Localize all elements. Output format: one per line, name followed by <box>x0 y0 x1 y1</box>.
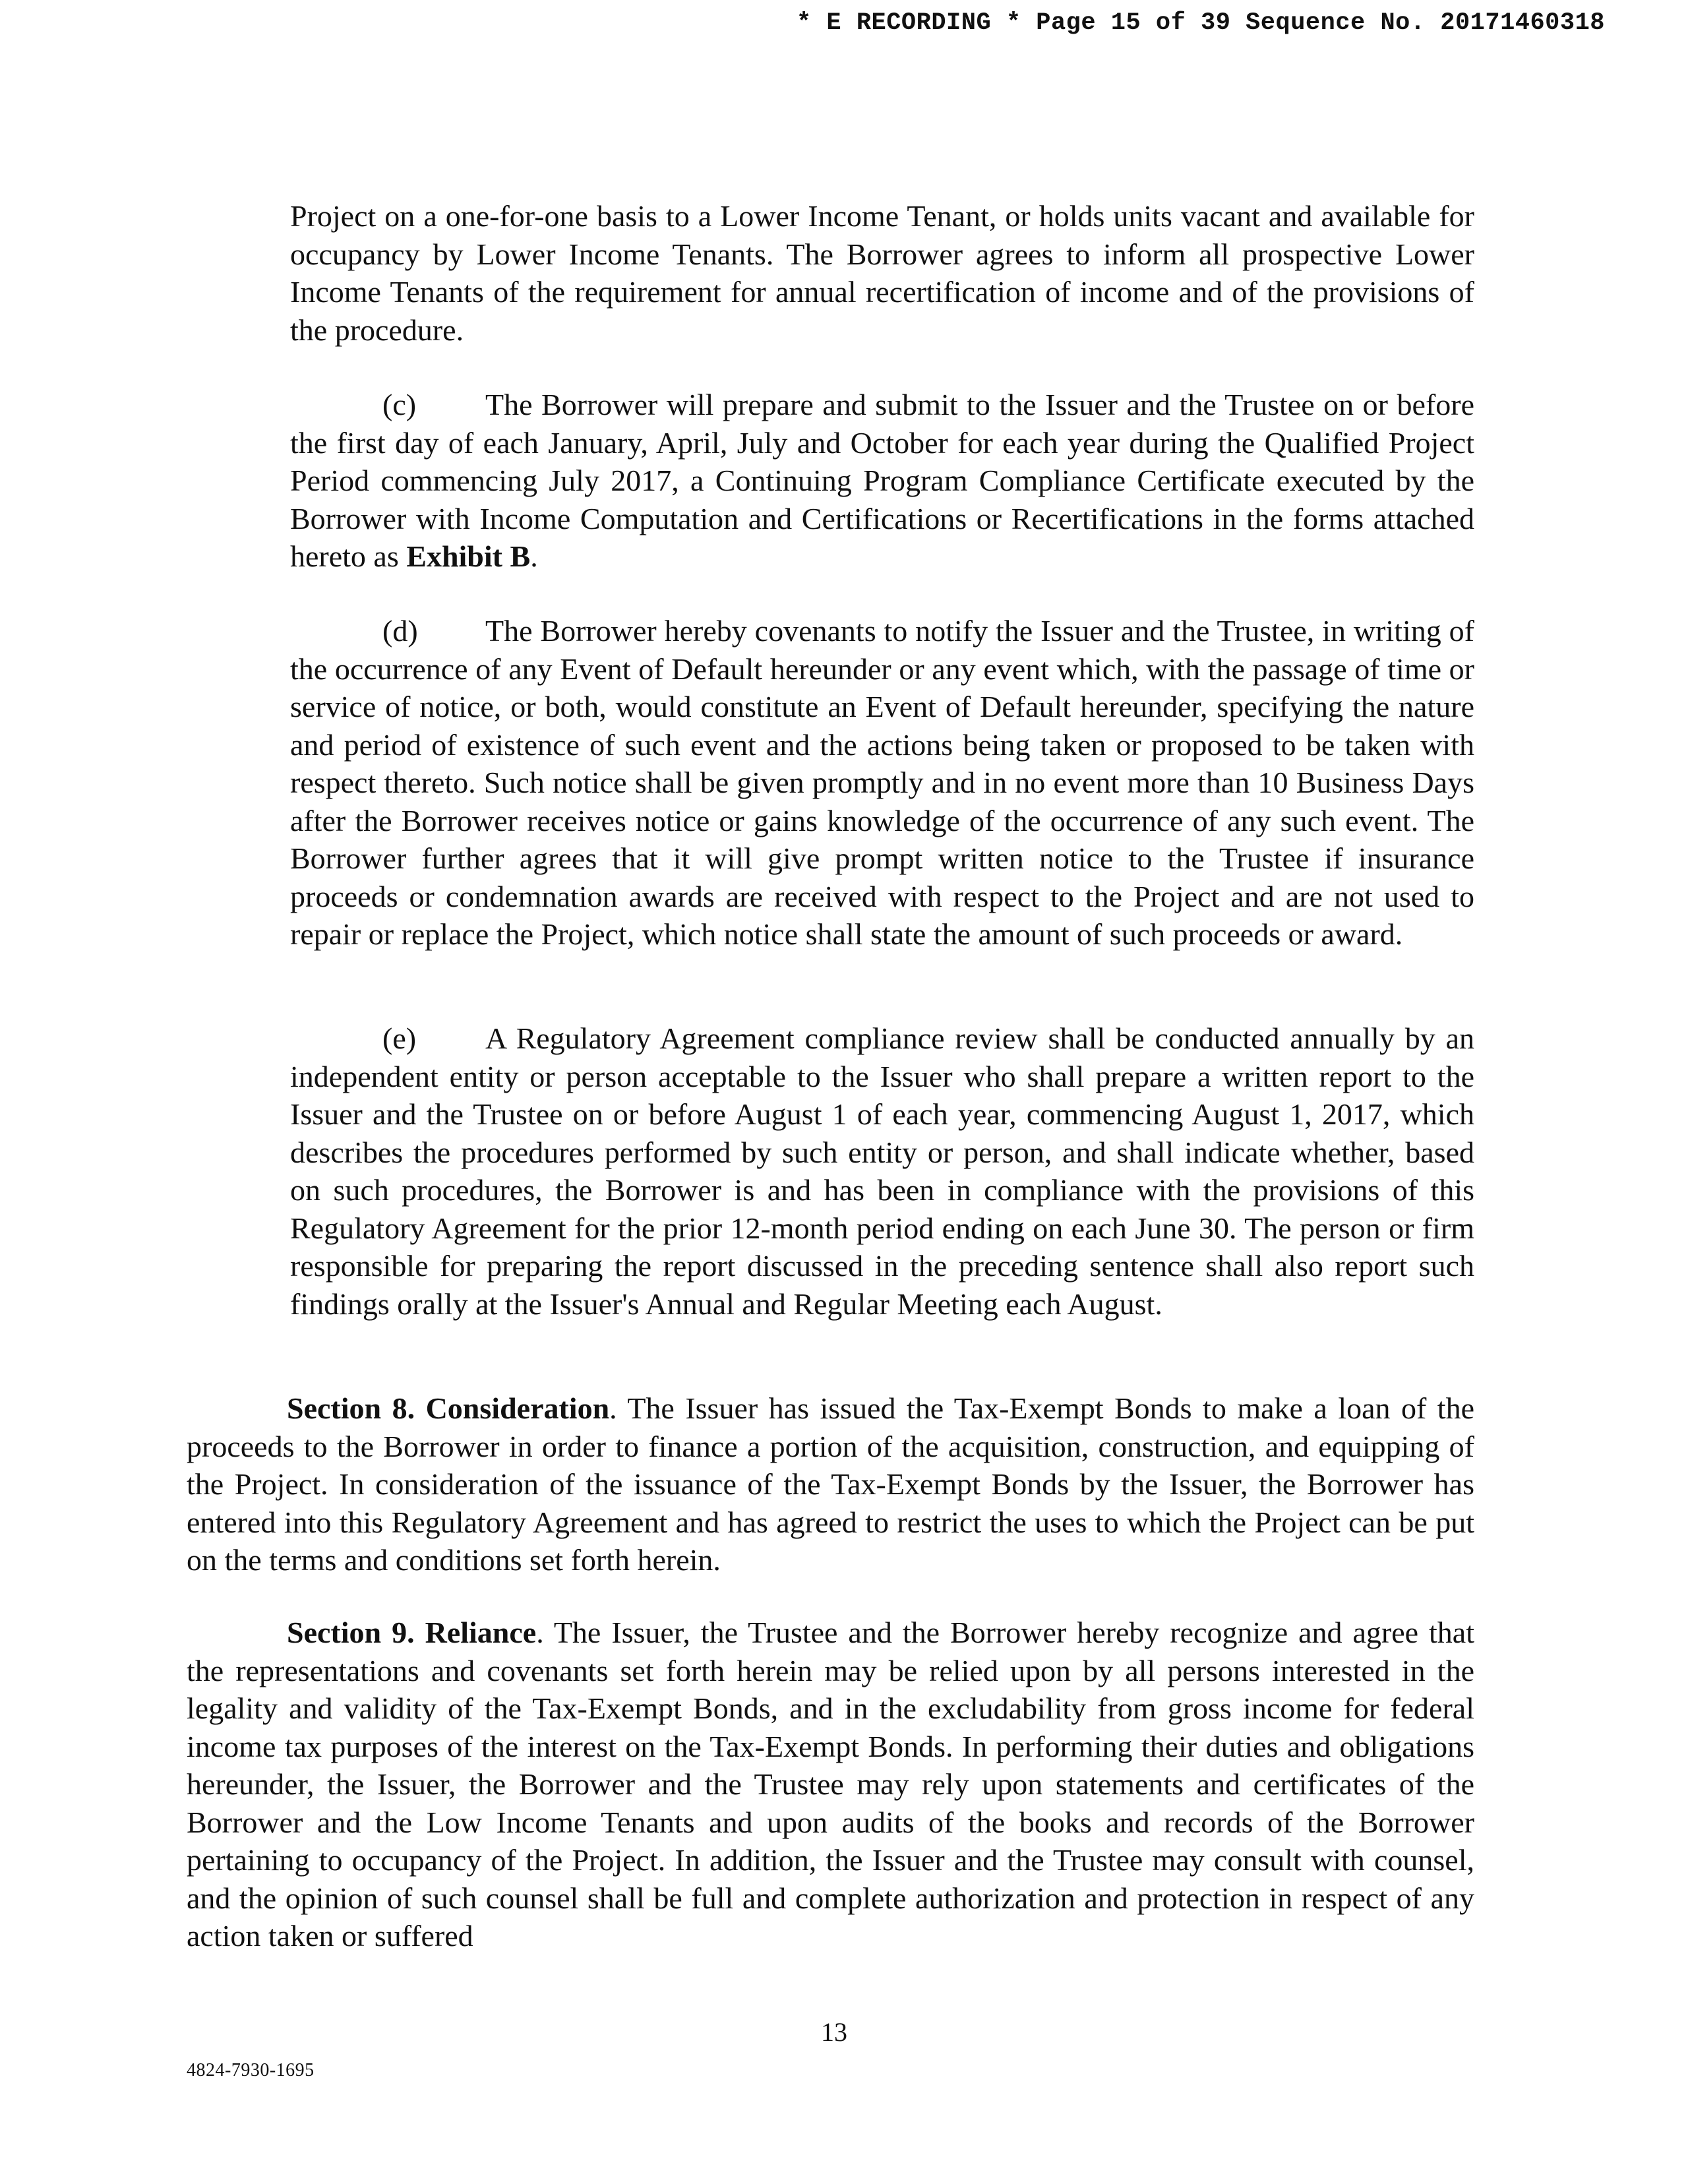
section-8-number: Section 8. <box>287 1391 415 1425</box>
continuation-paragraph: Project on a one-for-one basis to a Lower Income Tenant, or holds units vacant and available for occupancy by Lower Income Tenants. The Borrower agrees to inform all prospective Lower Income Tenants of the requirement for annual recertification of income and of the provisions of the procedure. <box>290 199 1474 347</box>
section-9-number: Section 9. <box>287 1616 415 1649</box>
exhibit-b-reference: Exhibit B <box>406 539 531 573</box>
paragraph-e <box>290 1019 1474 1323</box>
paragraph-c-end: . <box>530 539 538 573</box>
section-8-text: . The Issuer has issued the Tax-Exempt Bonds to make a loan of the proceeds to the Borrower in order to finance a portion of the acquisition, construction, and equipping of the Project. In consideration of the issuance of the Tax-Exempt Bonds by the Issuer, the Borrower has entered into this Regulatory Agreement and has agreed to restrict the uses to which the Project can be put on the terms and conditions set forth herein. <box>187 1391 1474 1577</box>
section-9-text: . The Issuer, the Trustee and the Borrower hereby recognize and agree that the representations and covenants set forth herein may be relied upon by all persons interested in the legality and validity of the Tax-Exempt Bonds, and in the excludability from gross income for federal income tax purposes of the interest on the Tax-Exempt Bonds. In performing their duties and obligations hereunder, the Issuer, the Borrower and the Trustee may rely upon statements and certificates of the Borrower and the Low Income Tenants and upon audits of the books and records of the Borrower pertaining to occupancy of the Project. In addition, the Issuer and the Trustee may consult with counsel, and the opinion of such counsel shall be full and complete authorization and protection in respect of any action taken or suffered <box>187 1616 1475 1953</box>
recording-header: * E RECORDING * Page 15 of 39 Sequence No. 20171460318 <box>797 9 1605 37</box>
paragraph-d-label: (d) <box>382 614 418 648</box>
section-9 <box>187 1614 1474 1955</box>
paragraph-e-text: A Regulatory Agreement compliance review shall be conducted annually by an independent entity or person acceptable to the Issuer who shall prepare a written report to the Issuer and the Trustee on or before August 1 of each year, commencing August 1, 2017, which describes the procedures performed by such entity or person, and shall indicate whether, based on such procedures, the Borrower is and has been in compliance with the provisions of this Regulatory Agreement for the prior 12-month period ending on each June 30. The person or firm responsible for preparing the report discussed in the preceding sentence shall also report such findings orally at the Issuer's Annual and Regular Meeting each August. <box>290 1021 1474 1321</box>
section-9-title: Reliance <box>425 1616 537 1649</box>
section-8 <box>187 1389 1474 1579</box>
paragraph-c-label: (c) <box>382 388 417 421</box>
paragraph-e-label: (e) <box>382 1021 417 1055</box>
paragraph-c-text: The Borrower will prepare and submit to the Issuer and the Trustee on or before the first day of each January, April, July and October for each year during the Qualified Project Period commencing July 2017, a Continuing Program Compliance Certificate executed by the Borrower with Income Computation and Certifications or Recertifications in the forms attached hereto as <box>290 388 1474 573</box>
paragraph-d <box>290 612 1474 954</box>
section-8-title: Consideration <box>425 1391 610 1425</box>
document-id: 4824-7930-1695 <box>187 2060 315 2080</box>
paragraph-c <box>290 386 1474 576</box>
paragraph-d-text: The Borrower hereby covenants to notify the Issuer and the Trustee, in writing of the occurrence of any Event of Default hereunder or any event which, with the passage of time or service of notice, or both, would constitute an Event of Default hereunder, specifying the nature and period of existence of such event and the actions being taken or proposed to be taken with respect thereto. Such notice shall be given promptly and in no event more than 10 Business Days after the Borrower receives notice or gains knowledge of the occurrence of any such event. The Borrower further agrees that it will give prompt written notice to the Trustee if insurance proceeds or condemnation awards are received with respect to the Project and are not used to repair or replace the Project, which notice shall state the amount of such proceeds or award. <box>290 614 1474 951</box>
page-number: 13 <box>821 2017 847 2047</box>
